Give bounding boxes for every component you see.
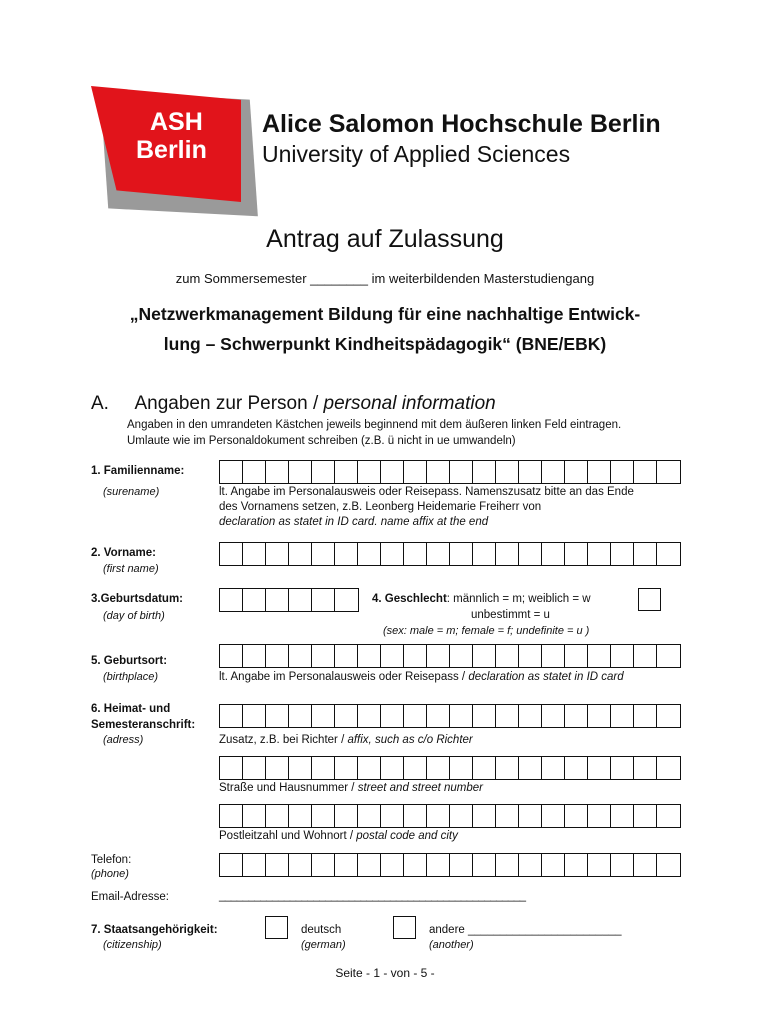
geschlecht-text2: unbestimmt = u xyxy=(471,609,550,621)
telefon-label: Telefon: xyxy=(91,854,132,866)
char-cell[interactable] xyxy=(519,645,542,667)
char-cell[interactable] xyxy=(588,805,611,827)
char-cell[interactable] xyxy=(657,705,680,727)
char-cell[interactable] xyxy=(312,757,335,779)
char-cell[interactable] xyxy=(312,705,335,727)
char-cell[interactable] xyxy=(312,589,335,611)
char-cell[interactable] xyxy=(381,757,404,779)
char-cell[interactable] xyxy=(266,757,289,779)
char-cell[interactable] xyxy=(565,854,588,876)
char-cell[interactable] xyxy=(427,461,450,483)
anschrift-ort-input[interactable] xyxy=(219,804,681,828)
char-cell[interactable] xyxy=(565,705,588,727)
char-cell[interactable] xyxy=(243,757,266,779)
char-cell[interactable] xyxy=(427,854,450,876)
char-cell[interactable] xyxy=(542,461,565,483)
char-cell[interactable] xyxy=(427,705,450,727)
geburtsort-hint-en: declaration as statet in ID card xyxy=(468,671,624,683)
char-cell[interactable] xyxy=(266,805,289,827)
char-cell[interactable] xyxy=(634,757,657,779)
char-cell[interactable] xyxy=(266,645,289,667)
anschrift-hint3 xyxy=(219,829,458,844)
char-cell[interactable] xyxy=(519,543,542,565)
email-label: Email-Adresse: xyxy=(91,891,169,903)
telefon-sublabel: (phone) xyxy=(91,868,129,880)
anschrift-strasse-input[interactable] xyxy=(219,756,681,780)
char-cell[interactable] xyxy=(657,757,680,779)
char-cell[interactable] xyxy=(611,543,634,565)
char-cell[interactable] xyxy=(634,705,657,727)
char-cell[interactable] xyxy=(266,589,289,611)
geburtsort-hint xyxy=(219,670,624,685)
char-cell[interactable] xyxy=(519,461,542,483)
char-cell[interactable] xyxy=(611,854,634,876)
char-cell[interactable] xyxy=(289,645,312,667)
anschrift-sublabel: (adress) xyxy=(103,734,144,746)
char-cell[interactable] xyxy=(404,543,427,565)
char-cell[interactable] xyxy=(243,543,266,565)
char-cell[interactable] xyxy=(542,645,565,667)
anschrift-hint2 xyxy=(219,781,483,796)
char-cell[interactable] xyxy=(220,589,243,611)
char-cell[interactable] xyxy=(312,645,335,667)
logo-line2: Berlin xyxy=(136,136,207,164)
char-cell[interactable] xyxy=(588,705,611,727)
anschrift-hint2-en: street and street number xyxy=(357,782,483,794)
char-cell[interactable] xyxy=(220,757,243,779)
page-title: Antrag auf Zulassung xyxy=(266,225,504,253)
char-cell[interactable] xyxy=(266,461,289,483)
char-cell[interactable] xyxy=(496,543,519,565)
char-cell[interactable] xyxy=(381,705,404,727)
char-cell[interactable] xyxy=(473,854,496,876)
char-cell[interactable] xyxy=(588,461,611,483)
char-cell[interactable] xyxy=(473,757,496,779)
familienname-label: 1. Familienname: xyxy=(91,465,185,477)
char-cell[interactable] xyxy=(289,805,312,827)
geschlecht-input[interactable] xyxy=(638,588,661,611)
geburtsort-hint-de: lt. Angabe im Personalausweis oder Reisepass / xyxy=(219,671,469,683)
char-cell[interactable] xyxy=(657,645,680,667)
anschrift-zusatz-input[interactable] xyxy=(219,704,681,728)
geschlecht-text1: : männlich = m; weiblich = w xyxy=(446,593,591,605)
char-cell[interactable] xyxy=(473,543,496,565)
char-cell[interactable] xyxy=(381,461,404,483)
section-note xyxy=(127,417,621,449)
char-cell[interactable] xyxy=(634,543,657,565)
char-cell[interactable] xyxy=(450,757,473,779)
char-cell[interactable] xyxy=(473,705,496,727)
char-cell[interactable] xyxy=(542,705,565,727)
char-cell[interactable] xyxy=(335,645,358,667)
char-cell[interactable] xyxy=(266,543,289,565)
vorname-label: 2. Vorname: xyxy=(91,547,156,559)
anschrift-label xyxy=(91,701,195,733)
char-cell[interactable] xyxy=(496,461,519,483)
char-cell[interactable] xyxy=(243,645,266,667)
char-cell[interactable] xyxy=(611,461,634,483)
char-cell[interactable] xyxy=(496,645,519,667)
subtitle: zum Sommersemester ________ im weiterbildenden Masterstudiengang xyxy=(175,271,595,286)
char-cell[interactable] xyxy=(335,543,358,565)
note-line1: Angaben in den umrandeten Kästchen jeweils beginnend mit dem äußeren linken Feld eintragen. xyxy=(127,419,622,431)
char-cell[interactable] xyxy=(496,757,519,779)
char-cell[interactable] xyxy=(588,645,611,667)
char-cell[interactable] xyxy=(565,757,588,779)
logo-line1: ASH xyxy=(150,108,203,136)
char-cell[interactable] xyxy=(243,589,266,611)
char-cell[interactable] xyxy=(289,854,312,876)
char-cell[interactable] xyxy=(450,854,473,876)
anschrift-hint1-de: Zusatz, z.B. bei Richter / xyxy=(219,734,348,746)
institution-subtitle: University of Applied Sciences xyxy=(262,141,571,167)
char-cell[interactable] xyxy=(657,461,680,483)
char-cell[interactable] xyxy=(519,705,542,727)
char-cell[interactable] xyxy=(335,757,358,779)
char-cell[interactable] xyxy=(358,854,381,876)
char-cell[interactable] xyxy=(243,805,266,827)
char-cell[interactable] xyxy=(335,805,358,827)
char-cell[interactable] xyxy=(611,645,634,667)
familienname-hint xyxy=(219,485,634,530)
email-input-line[interactable]: ____________________________________________________ xyxy=(219,890,526,902)
geburtsdatum-sublabel: (day of birth) xyxy=(103,610,165,622)
char-cell[interactable] xyxy=(289,757,312,779)
telefon-input[interactable] xyxy=(219,853,681,877)
char-cell[interactable] xyxy=(588,543,611,565)
char-cell[interactable] xyxy=(312,461,335,483)
familienname-hint2: des Vornamens setzen, z.B. Leonberg Heidemarie Freiherr von xyxy=(219,501,542,513)
geburtsdatum-input[interactable] xyxy=(219,588,359,612)
section-number: A. xyxy=(91,393,109,414)
char-cell[interactable] xyxy=(565,461,588,483)
anschrift-hint3-de: Postleitzahl und Wohnort / xyxy=(219,830,357,842)
char-cell[interactable] xyxy=(634,461,657,483)
char-cell[interactable] xyxy=(657,543,680,565)
char-cell[interactable] xyxy=(496,705,519,727)
anschrift-label2: Semesteranschrift: xyxy=(91,719,196,731)
section-heading xyxy=(91,393,496,415)
geburtsdatum-label: 3.Geburtsdatum: xyxy=(91,593,184,605)
char-cell[interactable] xyxy=(450,543,473,565)
char-cell[interactable] xyxy=(450,645,473,667)
char-cell[interactable] xyxy=(427,543,450,565)
staat-andere-sublabel: (another) xyxy=(429,939,474,951)
char-cell[interactable] xyxy=(381,645,404,667)
char-cell[interactable] xyxy=(542,805,565,827)
anschrift-hint1-en: affix, such as c/o Richter xyxy=(347,734,473,746)
program-line2: lung – Schwerpunkt Kindheitspädagogik“ (BNE/EBK) xyxy=(163,334,607,354)
char-cell[interactable] xyxy=(427,805,450,827)
char-cell[interactable] xyxy=(312,854,335,876)
char-cell[interactable] xyxy=(634,645,657,667)
char-cell[interactable] xyxy=(427,757,450,779)
char-cell[interactable] xyxy=(289,461,312,483)
char-cell[interactable] xyxy=(243,854,266,876)
char-cell[interactable] xyxy=(542,757,565,779)
char-cell[interactable] xyxy=(496,805,519,827)
char-cell[interactable] xyxy=(358,543,381,565)
char-cell[interactable] xyxy=(266,854,289,876)
geschlecht-label xyxy=(372,592,591,607)
char-cell[interactable] xyxy=(335,854,358,876)
vorname-sublabel: (first name) xyxy=(103,563,159,575)
char-cell[interactable] xyxy=(427,645,450,667)
char-cell[interactable] xyxy=(220,645,243,667)
staat-sublabel: (citizenship) xyxy=(103,939,162,951)
char-cell[interactable] xyxy=(243,461,266,483)
char-cell[interactable] xyxy=(404,757,427,779)
staat-label: 7. Staatsangehörigkeit: xyxy=(91,924,218,936)
char-cell[interactable] xyxy=(358,705,381,727)
char-cell[interactable] xyxy=(220,705,243,727)
char-cell[interactable] xyxy=(634,805,657,827)
char-cell[interactable] xyxy=(381,854,404,876)
char-cell[interactable] xyxy=(358,757,381,779)
char-cell[interactable] xyxy=(496,854,519,876)
char-cell[interactable] xyxy=(404,805,427,827)
char-cell[interactable] xyxy=(335,461,358,483)
geschlecht-text3: (sex: male = m; female = f; undefinite = u ) xyxy=(383,625,590,637)
char-cell[interactable] xyxy=(243,705,266,727)
staat-andere-checkbox[interactable] xyxy=(393,916,416,939)
char-cell[interactable] xyxy=(404,705,427,727)
char-cell[interactable] xyxy=(588,854,611,876)
char-cell[interactable] xyxy=(404,461,427,483)
char-cell[interactable] xyxy=(289,543,312,565)
char-cell[interactable] xyxy=(358,645,381,667)
char-cell[interactable] xyxy=(473,461,496,483)
geschlecht-label-bold: 4. Geschlecht xyxy=(372,593,447,605)
staat-andere-label[interactable]: andere ________________________ xyxy=(429,924,622,936)
char-cell[interactable] xyxy=(542,854,565,876)
char-cell[interactable] xyxy=(220,854,243,876)
char-cell[interactable] xyxy=(473,645,496,667)
char-cell[interactable] xyxy=(611,705,634,727)
anschrift-label1: 6. Heimat- und xyxy=(91,703,171,715)
char-cell[interactable] xyxy=(450,705,473,727)
staat-deutsch-sublabel: (german) xyxy=(301,939,346,951)
char-cell[interactable] xyxy=(519,805,542,827)
staat-deutsch-checkbox[interactable] xyxy=(265,916,288,939)
program-title xyxy=(0,299,770,359)
char-cell[interactable] xyxy=(611,805,634,827)
char-cell[interactable] xyxy=(335,705,358,727)
section-title-en: personal information xyxy=(323,393,496,414)
vorname-input[interactable] xyxy=(219,542,681,566)
familienname-input[interactable] xyxy=(219,460,681,484)
geburtsort-sublabel: (birthplace) xyxy=(103,671,159,683)
char-cell[interactable] xyxy=(634,854,657,876)
char-cell[interactable] xyxy=(404,645,427,667)
char-cell[interactable] xyxy=(381,543,404,565)
char-cell[interactable] xyxy=(266,705,289,727)
program-line1: „Netzwerkmanagement Bildung für eine nachhaltige Entwick- xyxy=(129,304,641,324)
logo-text xyxy=(136,108,207,164)
char-cell[interactable] xyxy=(312,543,335,565)
char-cell[interactable] xyxy=(473,805,496,827)
geburtsort-label: 5. Geburtsort: xyxy=(91,655,168,667)
char-cell[interactable] xyxy=(565,805,588,827)
char-cell[interactable] xyxy=(519,757,542,779)
char-cell[interactable] xyxy=(335,589,358,611)
char-cell[interactable] xyxy=(588,757,611,779)
familienname-hint3: declaration as statet in ID card. name affix at the end xyxy=(219,516,489,528)
char-cell[interactable] xyxy=(450,805,473,827)
anschrift-hint3-en: postal code and city xyxy=(356,830,458,842)
char-cell[interactable] xyxy=(289,589,312,611)
char-cell[interactable] xyxy=(565,645,588,667)
anschrift-hint2-de: Straße und Hausnummer / xyxy=(219,782,358,794)
char-cell[interactable] xyxy=(404,854,427,876)
note-line2: Umlaute wie im Personaldokument schreiben (z.B. ü nicht in ue umwandeln) xyxy=(127,435,516,447)
anschrift-hint1 xyxy=(219,733,473,748)
char-cell[interactable] xyxy=(565,543,588,565)
char-cell[interactable] xyxy=(657,854,680,876)
char-cell[interactable] xyxy=(657,805,680,827)
geburtsort-input[interactable] xyxy=(219,644,681,668)
staat-deutsch-label: deutsch xyxy=(301,924,342,936)
char-cell[interactable] xyxy=(542,543,565,565)
char-cell[interactable] xyxy=(312,805,335,827)
char-cell[interactable] xyxy=(611,757,634,779)
char-cell[interactable] xyxy=(358,805,381,827)
char-cell[interactable] xyxy=(381,805,404,827)
char-cell[interactable] xyxy=(519,854,542,876)
char-cell[interactable] xyxy=(220,805,243,827)
page-number: Seite - 1 - von - 5 - xyxy=(335,966,435,980)
char-cell[interactable] xyxy=(220,543,243,565)
familienname-sublabel: (surename) xyxy=(103,486,160,498)
section-title-de: Angaben zur Person / xyxy=(134,393,324,414)
institution-name: Alice Salomon Hochschule Berlin xyxy=(262,110,661,138)
char-cell[interactable] xyxy=(358,461,381,483)
familienname-hint1: lt. Angabe im Personalausweis oder Reisepass. Namenszusatz bitte an das Ende xyxy=(219,486,634,498)
char-cell[interactable] xyxy=(220,461,243,483)
char-cell[interactable] xyxy=(450,461,473,483)
char-cell[interactable] xyxy=(289,705,312,727)
